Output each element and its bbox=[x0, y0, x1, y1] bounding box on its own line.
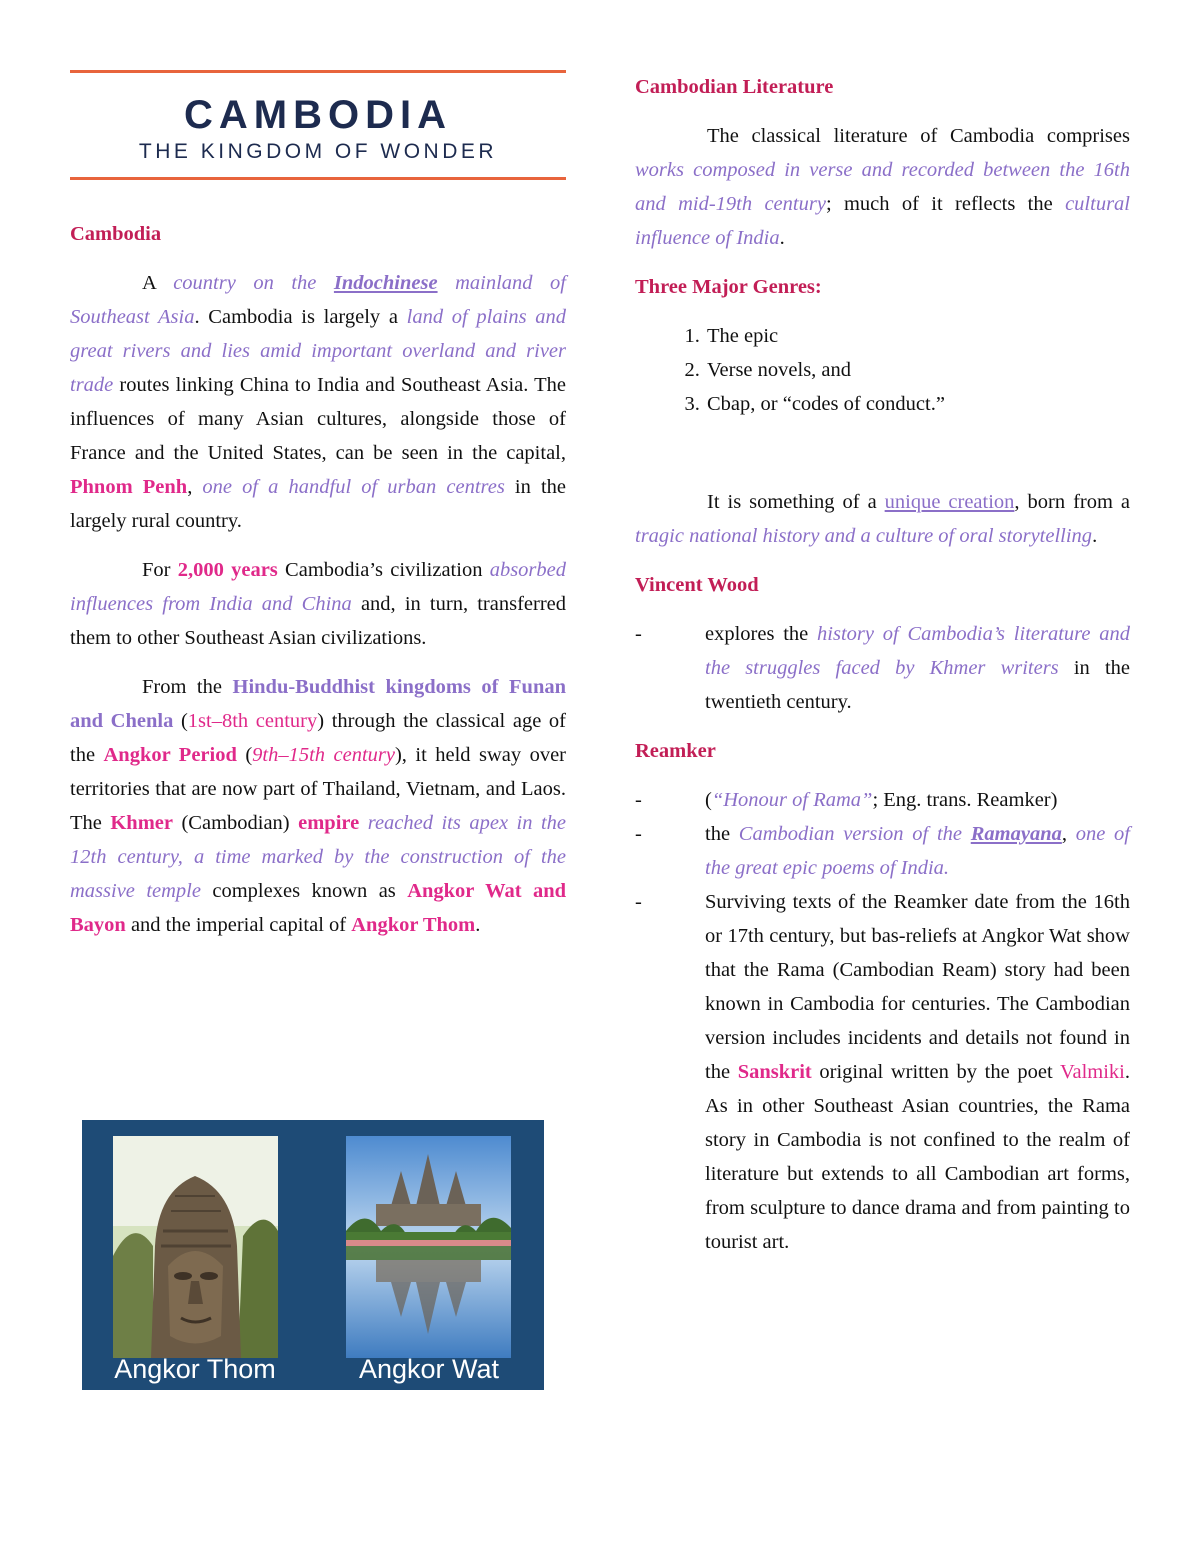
genre-item: 3. Cbap, or “codes of conduct.” bbox=[705, 387, 1130, 421]
text-run: original written by the poet bbox=[811, 1061, 1060, 1083]
angkor-photo-panel bbox=[82, 1120, 544, 1390]
text-run: routes linking China to India and Southeast Asia. The influences of many Asian cultures, alongside those of France and the United States, can be seen in the capital, bbox=[70, 374, 566, 464]
list-item bbox=[635, 885, 1130, 1259]
title-block bbox=[70, 73, 566, 177]
paragraph-literature bbox=[635, 119, 1130, 255]
caption-angkor-thom: Angkor Thom bbox=[114, 1354, 276, 1384]
dash-bullet: - bbox=[635, 891, 642, 913]
section-heading-literature: Cambodian Literature bbox=[635, 76, 834, 98]
section-heading-genres: Three Major Genres: bbox=[635, 276, 822, 298]
emphasis-works-composed: works composed in verse and recorded between the 16th and mid-19th century bbox=[635, 159, 1130, 215]
dash-bullet: - bbox=[635, 623, 642, 645]
emphasis-land-of-plains: land of plains and great rivers and lies amid important overland and river trade bbox=[70, 306, 566, 396]
text-run: . bbox=[1092, 525, 1098, 547]
text-run: ; Eng. trans. Reamker) bbox=[872, 789, 1058, 811]
text-run: the bbox=[705, 823, 739, 845]
emphasis-honour-of-rama: “Honour of Rama” bbox=[711, 789, 873, 811]
dash-bullet: - bbox=[635, 823, 642, 845]
emphasis-country: country on the bbox=[173, 272, 334, 294]
emphasis-khmer: Khmer bbox=[110, 812, 173, 834]
unique-creation-link[interactable]: unique creation bbox=[884, 491, 1015, 513]
genres-list bbox=[635, 319, 1130, 421]
text-run: complexes known as bbox=[200, 880, 408, 902]
paragraph-history bbox=[70, 670, 566, 942]
text-run: , bbox=[1061, 823, 1076, 845]
page-title: CAMBODIA bbox=[184, 93, 452, 137]
angkor-wat-photo bbox=[346, 1136, 511, 1358]
text-run: ( bbox=[236, 744, 253, 766]
text-run: , bbox=[187, 476, 203, 498]
dash-bullet: - bbox=[635, 789, 642, 811]
section-heading-vincent-wood: Vincent Wood bbox=[635, 574, 759, 596]
text-run: (Cambodian) bbox=[172, 812, 299, 834]
emphasis-angkor-thom: Angkor Thom bbox=[351, 914, 476, 936]
text-run: It is something of a bbox=[707, 491, 885, 513]
emphasis-cambodian-version: Cambodian version of the bbox=[738, 823, 971, 845]
emphasis-urban-centres: one of a handful of urban centres bbox=[202, 476, 505, 498]
paragraph-unique-creation bbox=[635, 485, 1130, 553]
text-run: Cambodia’s civilization bbox=[277, 559, 490, 581]
list-item bbox=[635, 783, 1130, 817]
list-item bbox=[635, 617, 1130, 719]
right-column bbox=[635, 70, 1130, 1259]
text-run: From the bbox=[142, 676, 233, 698]
section-heading-cambodia: Cambodia bbox=[70, 223, 162, 245]
emphasis-indochinese: Indochinese bbox=[333, 272, 438, 294]
angkor-wat-reflection-image bbox=[346, 1136, 511, 1358]
emphasis-history-of-literature: history of Cambodia’s literature and the struggles faced by Khmer writers bbox=[705, 623, 1130, 679]
paragraph-intro bbox=[70, 266, 566, 538]
emphasis-sanskrit: Sanskrit bbox=[737, 1061, 812, 1083]
emphasis-mainland: mainland of Southeast Asia bbox=[70, 272, 566, 328]
vincent-wood-list bbox=[635, 617, 1130, 719]
list-item bbox=[635, 817, 1130, 885]
angkor-thom-face-image bbox=[113, 1136, 278, 1358]
emphasis-angkor-period: Angkor Period bbox=[103, 744, 237, 766]
reamker-list bbox=[635, 783, 1130, 1259]
text-run: ( bbox=[705, 789, 712, 811]
emphasis-angkor-wat-bayon: Angkor Wat and Bayon bbox=[70, 880, 567, 936]
text-run: , born from a bbox=[1014, 491, 1130, 513]
emphasis-cultural-influence: cultural influence of India bbox=[635, 193, 1130, 249]
emphasis-absorbed-influences: absorbed influences from India and China bbox=[70, 559, 567, 615]
emphasis-9th-15th: 9th–15th century bbox=[252, 744, 395, 766]
text-run: explores the bbox=[705, 623, 818, 645]
section-heading-reamker: Reamker bbox=[635, 740, 716, 762]
emphasis-great-epic: one of the great epic poems of India. bbox=[705, 823, 1130, 879]
emphasis-empire: empire bbox=[298, 812, 360, 834]
emphasis-apex: reached its apex in the 12th century, a time marked by the construction of the massive temple bbox=[70, 812, 566, 902]
emphasis-ramayana: Ramayana bbox=[970, 823, 1062, 845]
emphasis-hindu-buddhist: Hindu-Buddhist kingdoms of Funan and Chenla bbox=[70, 676, 566, 732]
genre-item: 1. The epic bbox=[705, 319, 1130, 353]
page-subtitle: THE KINGDOM OF WONDER bbox=[138, 140, 498, 163]
text-run: . bbox=[475, 914, 481, 936]
text-run bbox=[359, 812, 368, 834]
text-run: Surviving texts of the Reamker date from the 16th or 17th century, but bas-reliefs at Angkor Wat show that the Rama (Cambodian Ream) story had been known in Cambodia for centuries. The Cambodian version includes incidents and details not found in the bbox=[705, 891, 1130, 1083]
genre-item: 2. Verse novels, and bbox=[705, 353, 1130, 387]
emphasis-phnom-penh: Phnom Penh bbox=[70, 476, 188, 498]
text-run: . As in other Southeast Asian countries, the Rama story in Cambodia is not confined to the realm of literature but extends to all Cambodian art forms, from sculpture to dance drama and from painting to tourist art. bbox=[705, 1061, 1130, 1253]
angkor-thom-photo bbox=[113, 1136, 278, 1358]
text-run: The classical literature of Cambodia comprises bbox=[707, 125, 1130, 147]
text-run: and, in turn, transferred them to other Southeast Asian civilizations. bbox=[70, 593, 566, 649]
text-run: ) through the classical age of the bbox=[70, 710, 566, 766]
text-run: in the twentieth century. bbox=[705, 657, 1130, 713]
paragraph-civilization bbox=[70, 553, 566, 655]
text-run: A bbox=[142, 272, 174, 294]
text-run: and the imperial capital of bbox=[125, 914, 352, 936]
text-run: ( bbox=[173, 710, 188, 732]
text-run: in the largely rural country. bbox=[70, 476, 567, 532]
text-run: . bbox=[779, 227, 785, 249]
text-run: . Cambodia is largely a bbox=[194, 306, 407, 328]
emphasis-tragic-history: tragic national history and a culture of oral storytelling bbox=[635, 525, 1093, 547]
emphasis-1st-8th: 1st–8th century bbox=[187, 710, 318, 732]
emphasis-2000-years: 2,000 years bbox=[177, 559, 278, 581]
emphasis-valmiki: Valmiki bbox=[1059, 1061, 1125, 1083]
caption-angkor-wat: Angkor Wat bbox=[358, 1354, 500, 1384]
left-column bbox=[70, 70, 566, 942]
text-run: ), it held sway over territories that are now part of Thailand, Vietnam, and Laos. The bbox=[70, 744, 566, 834]
text-run: ; much of it reflects the bbox=[825, 193, 1066, 215]
text-run: For bbox=[142, 559, 178, 581]
